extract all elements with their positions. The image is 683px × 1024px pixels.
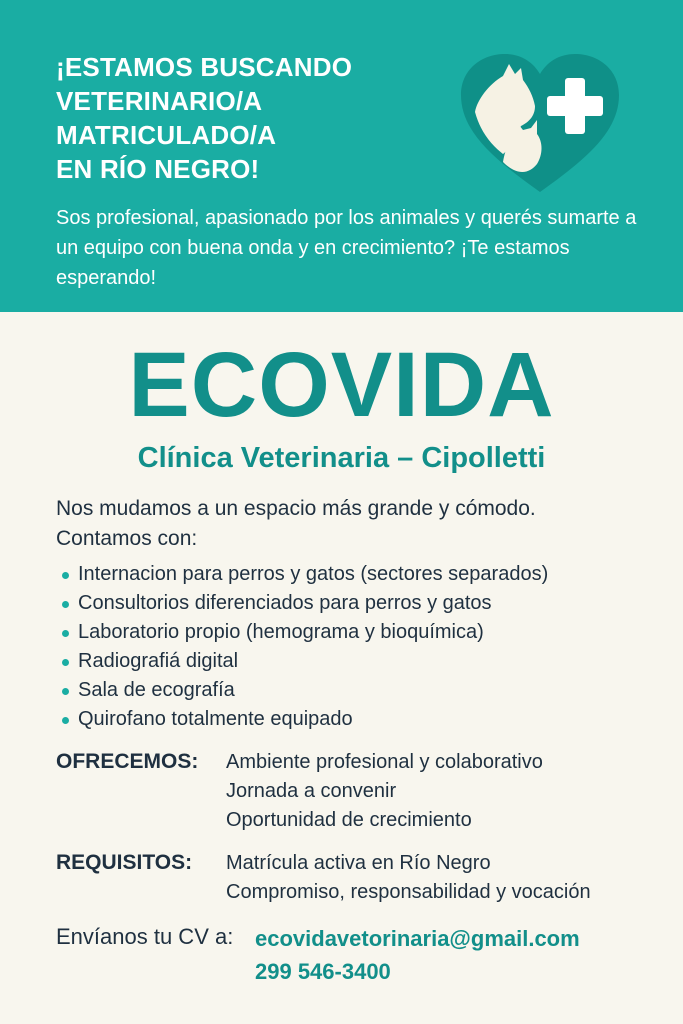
contact-info (255, 922, 580, 988)
header-banner (0, 0, 683, 312)
pet-heart-cross-icon (455, 50, 625, 196)
requirement-item: Matrícula activa en Río Negro (226, 852, 491, 874)
description-line: Nos mudamos a un espacio más grande y cómodo. (56, 497, 536, 520)
offer-label: OFRECEMOS: (56, 750, 199, 773)
headline-line: MATRICULADO/A (56, 120, 277, 150)
features-list (60, 560, 548, 734)
brand-name: ECOVIDA (128, 334, 555, 436)
offer-item: Oportunidad de crecimiento (226, 809, 472, 831)
headline-line: ¡ESTAMOS BUSCANDO (56, 52, 353, 82)
headline-line: VETERINARIO/A (56, 86, 263, 116)
send-cv-label: Envíanos tu CV a: (56, 924, 234, 949)
feature-item: Laboratorio propio (hemograma y bioquímica) (60, 618, 548, 647)
intro-text: Sos profesional, apasionado por los animales y querés sumarte a un equipo con buena onda y en crecimiento? ¡Te estamos esperando! (56, 207, 637, 289)
feature-item: Sala de ecografía (60, 676, 548, 705)
headline-line: EN RÍO NEGRO! (56, 154, 260, 184)
brand-subtitle: Clínica Veterinaria – Cipolletti (137, 442, 546, 474)
feature-item: Consultorios diferenciados para perros y gatos (60, 589, 548, 618)
headline (56, 50, 456, 186)
feature-item: Radiografiá digital (60, 647, 548, 676)
requirements-list (226, 849, 591, 907)
contact-phone[interactable]: 299 546-3400 (255, 959, 391, 984)
feature-item: Quirofano totalmente equipado (60, 705, 548, 734)
description (56, 494, 656, 554)
feature-item: Internacion para perros y gatos (sectores separados) (60, 560, 548, 589)
requirement-item: Compromiso, responsabilidad y vocación (226, 881, 591, 903)
offer-item: Jornada a convenir (226, 780, 397, 802)
requirements-label: REQUISITOS: (56, 851, 193, 874)
contact-email[interactable]: ecovidavetorinaria@gmail.com (255, 926, 580, 951)
offer-item: Ambiente profesional y colaborativo (226, 751, 543, 773)
offer-list (226, 748, 543, 835)
cross-horizontal (547, 96, 603, 116)
description-line: Contamos con: (56, 527, 198, 550)
